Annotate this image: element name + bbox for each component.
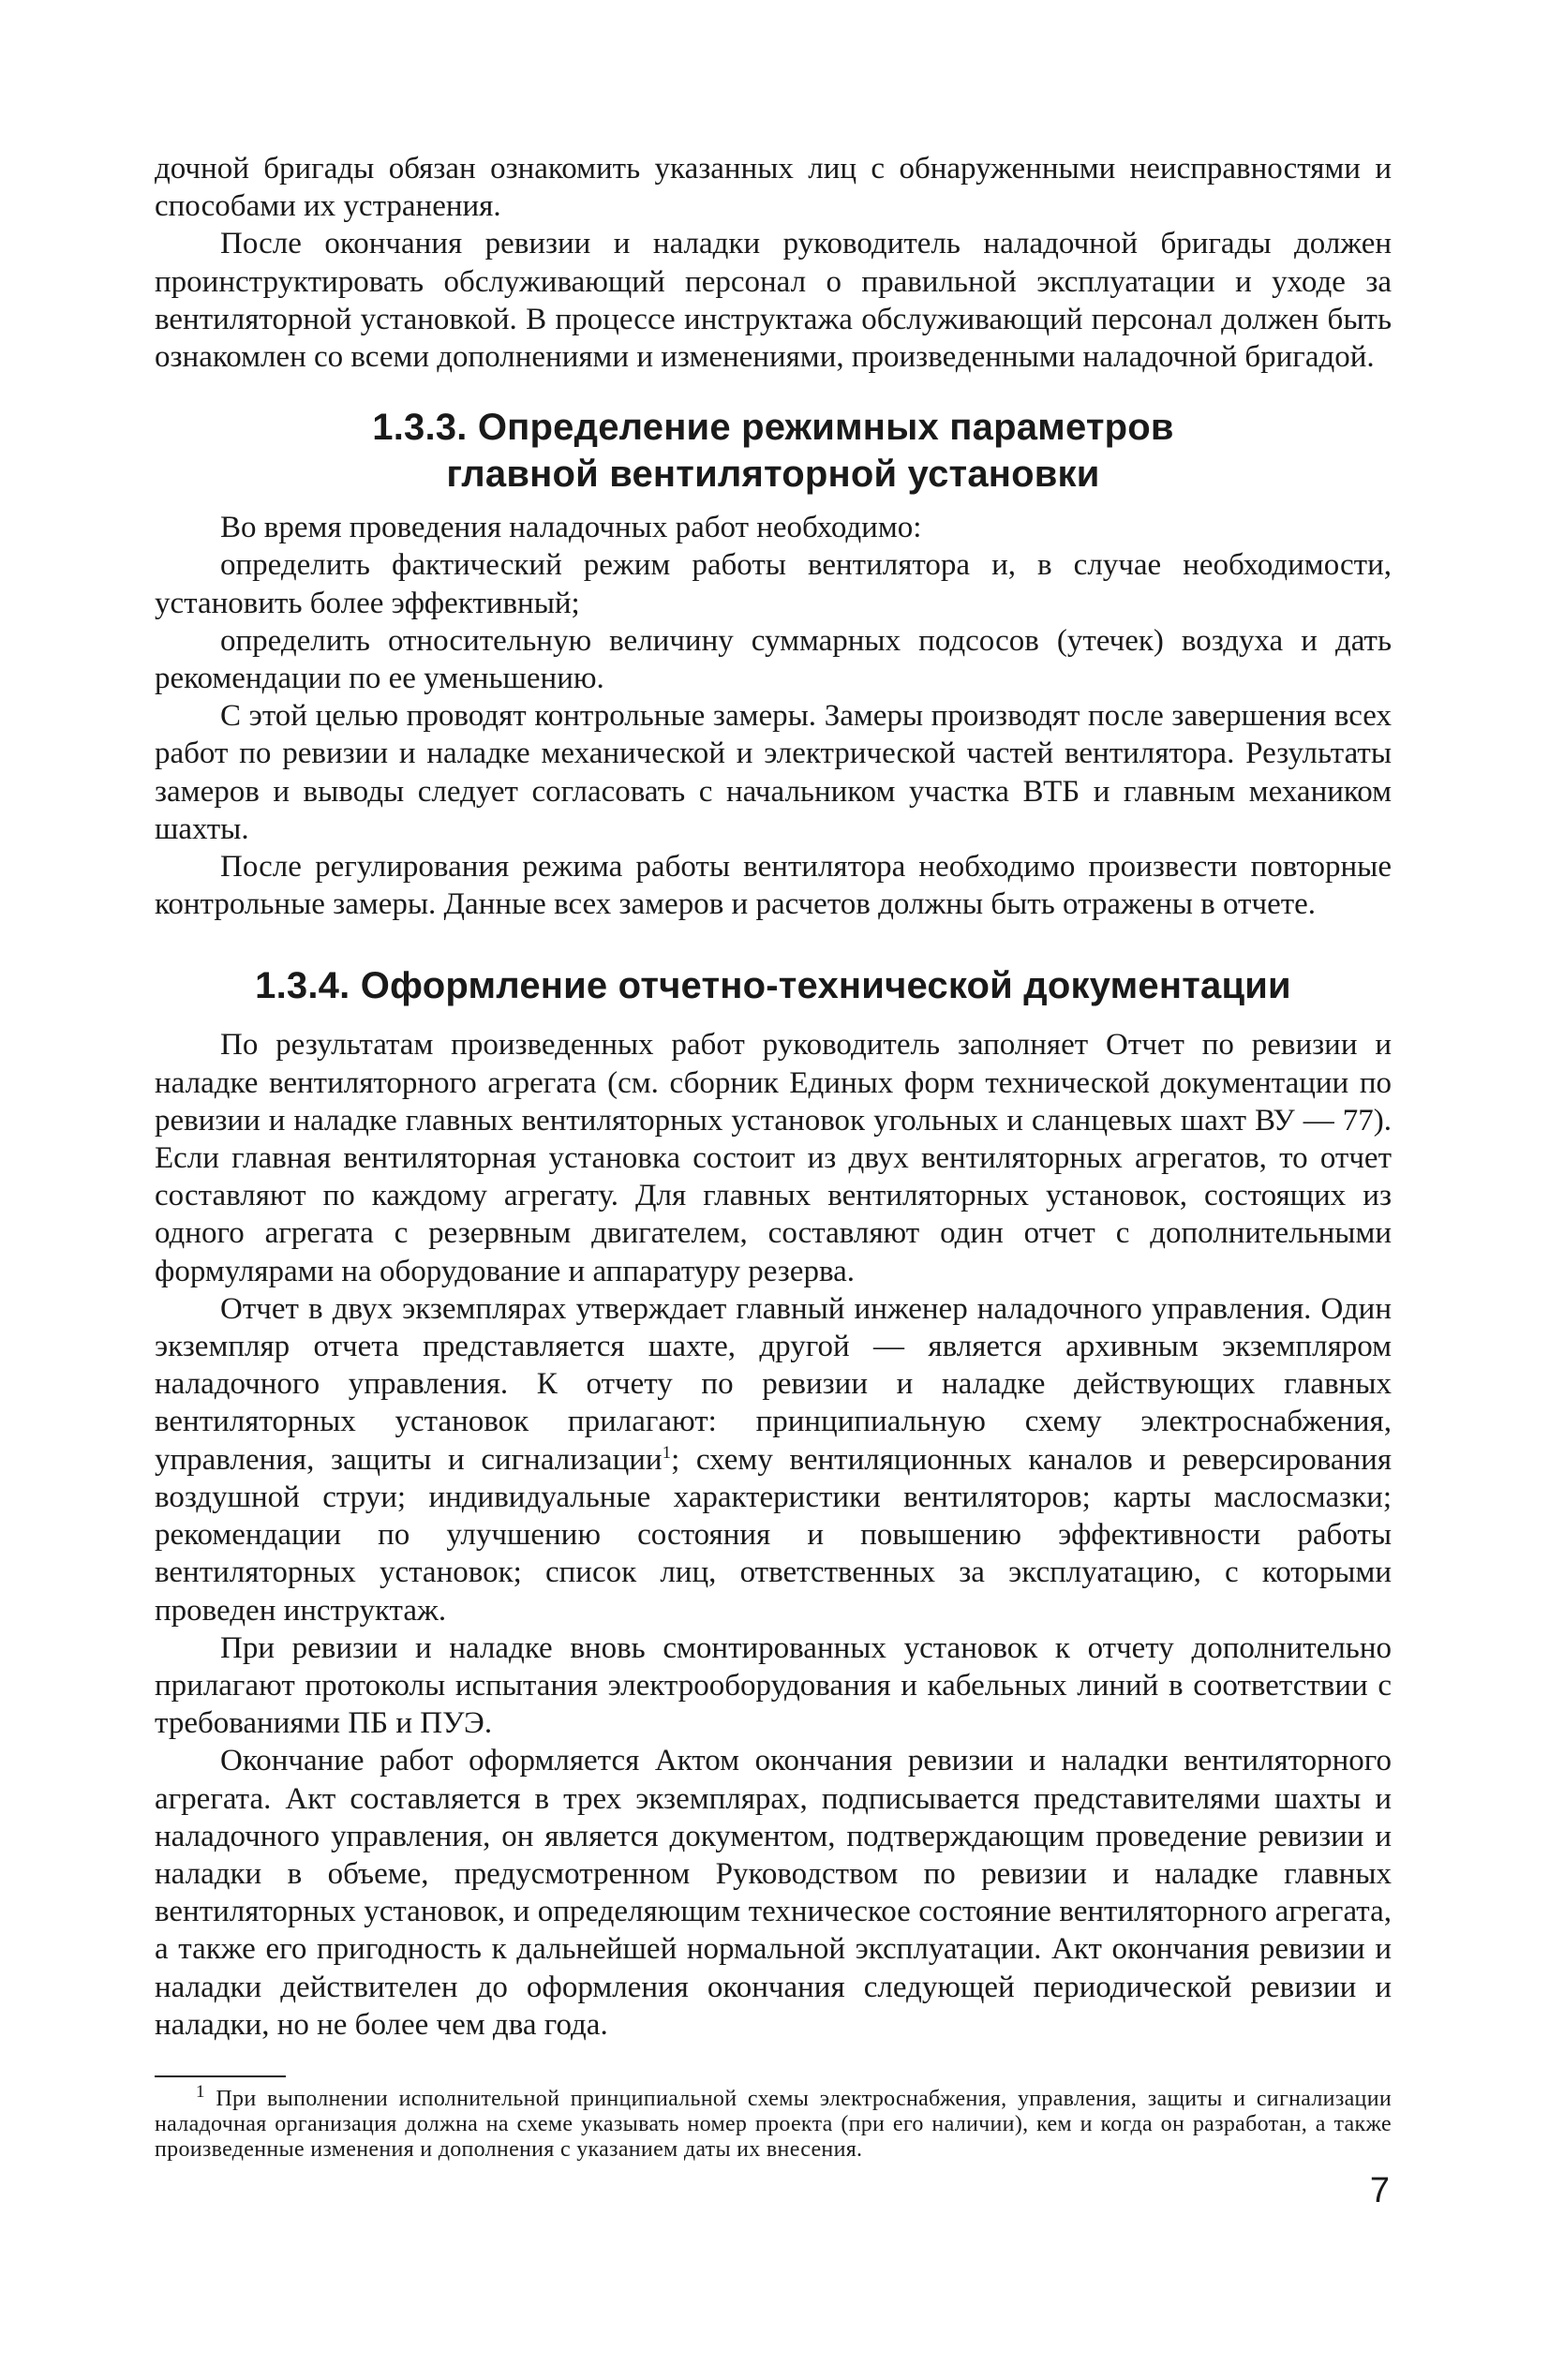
paragraph-1-3-4-copies <box>155 1290 1392 1629</box>
footnote-reference: 1 <box>662 1442 672 1463</box>
section-1-3-3-title-line2: главной вентиляторной установки <box>446 454 1100 496</box>
paragraph-1-3-3-item-2: определить относительную величину суммарных подсосов (утечек) воздуха и дать рекомендации по ее уменьшению. <box>155 623 1392 696</box>
footnote-divider <box>155 2075 286 2077</box>
paragraph-1-3-3-intro: Во время проведения наладочных работ необходимо: <box>220 511 922 545</box>
paragraph-1-3-3-measurements: С этой целью проводят контрольные замеры. Замеры производят после завершения всех работ по ревизии и наладке механической и электрической частей вентилятора. Результаты замеров и выводы следует согласовать с начальником участка ВТБ и главным механиком шахты. <box>155 699 1392 846</box>
section-1-3-3-title-line1: 1.3.3. Определение режимных параметров <box>372 407 1174 449</box>
footnote-mark: 1 <box>196 2081 205 2102</box>
paragraph-1-3-4-copies-part1: Отчет в двух экземплярах утверждает главный инженер наладочного управления. Один экземпляр отчета представляется шахте, другой — является архивным экземпляром наладочного управления. К отчету по ревизии и наладке действующих главных вентиляторных установок прилагают: принципиальную схему электроснабжения, управления, защиты и сигнализации <box>155 1291 1392 1477</box>
paragraph-1-3-4-act: Окончание работ оформляется Актом окончания ревизии и наладки вентиляторного агрегата. Акт составляется в трех экземплярах, подписывается представителями шахты и наладочного управления, он является документом, подтверждающим проведение ревизии и наладки в объеме, предусмотренном Руководством по ревизии и наладке главных вентиляторных установок, и определяющим техническое состояние вентиляторного агрегата, а также его пригодность к дальнейшей нормальной эксплуатации. Акт окончания ревизии и наладки действителен до оформления окончания следующей периодической ревизии и наладки, но не более чем два года. <box>155 1744 1392 2042</box>
paragraph-1-3-4-report: По результатам произведенных работ руководитель заполняет Отчет по ревизии и наладке вентиляторного агрегата (см. сборник Единых форм технической документации по ревизии и наладке главных вентиляторных установок угольных и сланцевых шахт ВУ — 77). Если главная вентиляторная установка состоит из двух вентиляторных агрегатов, то отчет составляют по каждому агрегату. Для главных вентиляторных установок, состоящих из одного агрегата с резервным двигателем, составляют один отчет с дополнительными формулярами на оборудование и аппаратуру резерва. <box>155 1028 1392 1288</box>
section-1-3-3-heading <box>155 404 1392 498</box>
paragraph-instruction: После окончания ревизии и наладки руководитель наладочной бригады должен проинструктировать обслуживающий персонал о правильной эксплуатации и уходе за вентиляторной установкой. В процессе инструктажа обслуживающий персонал должен быть ознакомлен со всеми дополнениями и изменениями, произведенными наладочной бригадой. <box>155 227 1392 375</box>
paragraph-1-3-3-repeat: После регулирования режима работы вентилятора необходимо произвести повторные контрольные замеры. Данные всех замеров и расчетов должны быть отражены в отчете. <box>155 850 1392 922</box>
paragraph-1-3-4-new-installations: При ревизии и наладке вновь смонтированных установок к отчету дополнительно прилагают протоколы испытания электрооборудования и кабельных линий в соответствии с требованиями ПБ и ПУЭ. <box>155 1630 1392 1741</box>
footnote-text: При выполнении исполнительной принципиальной схемы электроснабжения, управления, защиты и сигнализации наладочная организация должна на схеме указывать номер проекта (при его наличии), кем и когда он разработан, а также произведенные изменения и дополнения с указанием даты их внесения. <box>155 2086 1392 2162</box>
paragraph-1-3-4-copies-part2: ; схему вентиляционных каналов и реверсирования воздушной струи; индивидуальные характеристики вентиляторов; карты маслосмазки; рекомендации по улучшению состояния и повышению эффективности работы вентиляторных установок; список лиц, ответственных за эксплуатацию, с которыми проведен инструктаж. <box>155 1442 1392 1628</box>
page-body <box>155 150 1392 2163</box>
section-1-3-4-heading: 1.3.4. Оформление отчетно-технической документации <box>255 965 1291 1007</box>
page-number: 7 <box>1369 2171 1390 2210</box>
paragraph-continuation: дочной бригады обязан ознакомить указанных лиц с обнаруженными неисправностями и способами их устранения. <box>155 152 1392 224</box>
footnote <box>155 2081 1392 2163</box>
paragraph-1-3-3-item-1: определить фактический режим работы вентилятора и, в случае необходимости, установить более эффективный; <box>155 548 1392 620</box>
